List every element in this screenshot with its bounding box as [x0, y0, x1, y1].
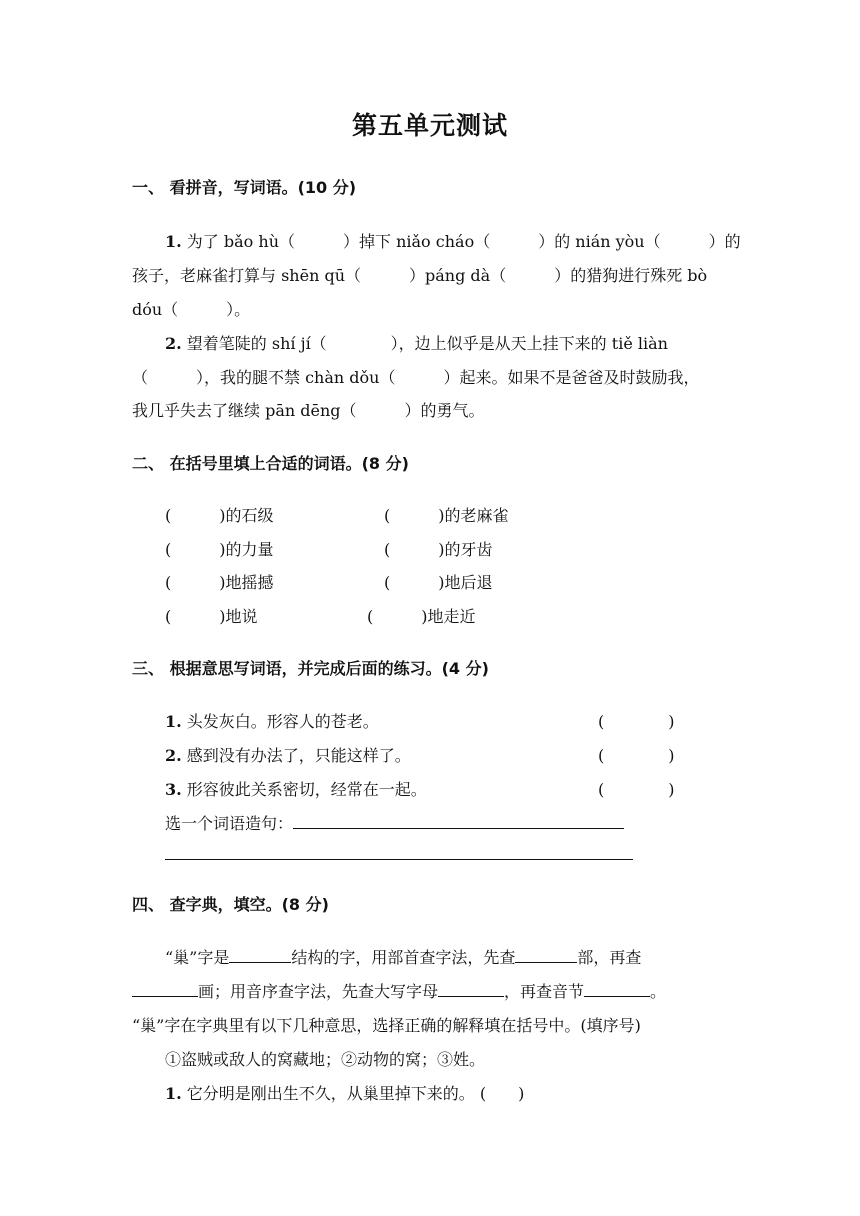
- s4-p2-b: ，再查音节: [504, 982, 585, 1001]
- s1-q1-line3: dóu（ ）。: [132, 300, 251, 319]
- s1-q1-number: 1.: [165, 232, 182, 251]
- s3-item-2-text: 感到没有办法了，只能这样了。: [186, 746, 411, 765]
- s3-item-1-text: 头发灰白。形容人的苍老。: [186, 712, 379, 731]
- s4-paragraph-2: [132, 979, 666, 1002]
- s2-item-2a: ( )的力量: [165, 540, 274, 559]
- s1-q2-line1: [165, 331, 668, 354]
- section-4-heading: 四、 查字典，填空。(8 分): [132, 895, 329, 914]
- s3-sentence-line: [165, 811, 624, 834]
- s3-item-1-blank: ( ): [598, 712, 675, 731]
- s3-item-2-number: 2.: [165, 746, 182, 765]
- s4-blank-strokes: [132, 982, 198, 997]
- s3-sentence-underline-2: [165, 845, 633, 860]
- s1-q2-line3: 我几乎失去了继续 pān dēng（ ）的勇气。: [132, 401, 485, 420]
- s4-p1-c: 部，再查: [577, 948, 642, 967]
- s2-item-4b: ( )地走近: [367, 607, 476, 626]
- s1-q2-text-1: 望着笔陡的 shí jí（ ），边上似乎是从天上挂下来的 tiě liàn: [186, 334, 668, 353]
- section-1-heading: 一、 看拼音，写词语。(10 分): [132, 178, 357, 197]
- s4-blank-structure: [229, 948, 291, 963]
- s1-q2-line2: （ ），我的腿不禁 chàn dǒu（ ）起来。如果不是爸爸及时鼓励我，: [132, 368, 700, 387]
- s4-p2-c: 。: [650, 982, 667, 1001]
- s4-q1-text: 它分明是刚出生不久，从巢里掉下来的。 ( ): [186, 1084, 525, 1103]
- s3-sentence-label: 选一个词语造句：: [165, 814, 294, 833]
- s3-sentence-line-2: [165, 845, 633, 864]
- s3-item-3: [165, 777, 427, 800]
- s4-blank-radical: [515, 948, 577, 963]
- s1-q1-line2: 孩子，老麻雀打算与 shēn qū（ ）páng dà（ ）的猎狗进行殊死 bò: [132, 266, 708, 285]
- s2-item-4a: ( )地说: [165, 607, 258, 626]
- s3-item-1: [165, 709, 379, 732]
- s1-q1-line1: [165, 229, 741, 252]
- s2-item-3b: ( )地后退: [384, 573, 493, 592]
- s4-blank-syllable: [584, 982, 650, 997]
- s3-item-3-text: 形容彼此关系密切，经常在一起。: [186, 780, 427, 799]
- s1-q1-text-1: 为了 bǎo hù（ ）掉下 niǎo cháo（ ）的 nián yòu（ ）的: [186, 232, 741, 251]
- s4-paragraph-3: “巢”字在字典里有以下几种意思，选择正确的解释填在括号中。(填序号): [132, 1016, 641, 1035]
- s3-item-3-blank: ( ): [598, 780, 675, 799]
- s3-item-1-number: 1.: [165, 712, 182, 731]
- s2-item-1a: ( )的石级: [165, 506, 274, 525]
- s4-meanings: ①盗贼或敌人的窝藏地；②动物的窝；③姓。: [165, 1050, 486, 1069]
- section-2-heading: 二、 在括号里填上合适的词语。(8 分): [132, 454, 409, 473]
- s3-item-3-number: 3.: [165, 780, 182, 799]
- s3-item-2: [165, 743, 411, 766]
- s4-q1-number: 1.: [165, 1084, 182, 1103]
- s4-p1-a: “巢”字是: [165, 948, 230, 967]
- s2-item-2b: ( )的牙齿: [384, 540, 493, 559]
- s4-q1: [165, 1081, 524, 1104]
- page-title: 第五单元测试: [351, 111, 508, 140]
- s4-paragraph-1: [165, 945, 641, 968]
- s4-p2-a: 画；用音序查字法，先查大写字母: [198, 982, 439, 1001]
- s1-q2-number: 2.: [165, 334, 182, 353]
- s4-p1-b: 结构的字，用部首查字法，先查: [291, 948, 516, 967]
- s4-blank-letter: [438, 982, 504, 997]
- s3-item-2-blank: ( ): [598, 746, 675, 765]
- s2-item-1b: ( )的老麻雀: [384, 506, 509, 525]
- s3-sentence-underline: [293, 814, 624, 829]
- s2-item-3a: ( )地摇撼: [165, 573, 274, 592]
- section-3-heading: 三、 根据意思写词语，并完成后面的练习。(4 分): [132, 659, 489, 678]
